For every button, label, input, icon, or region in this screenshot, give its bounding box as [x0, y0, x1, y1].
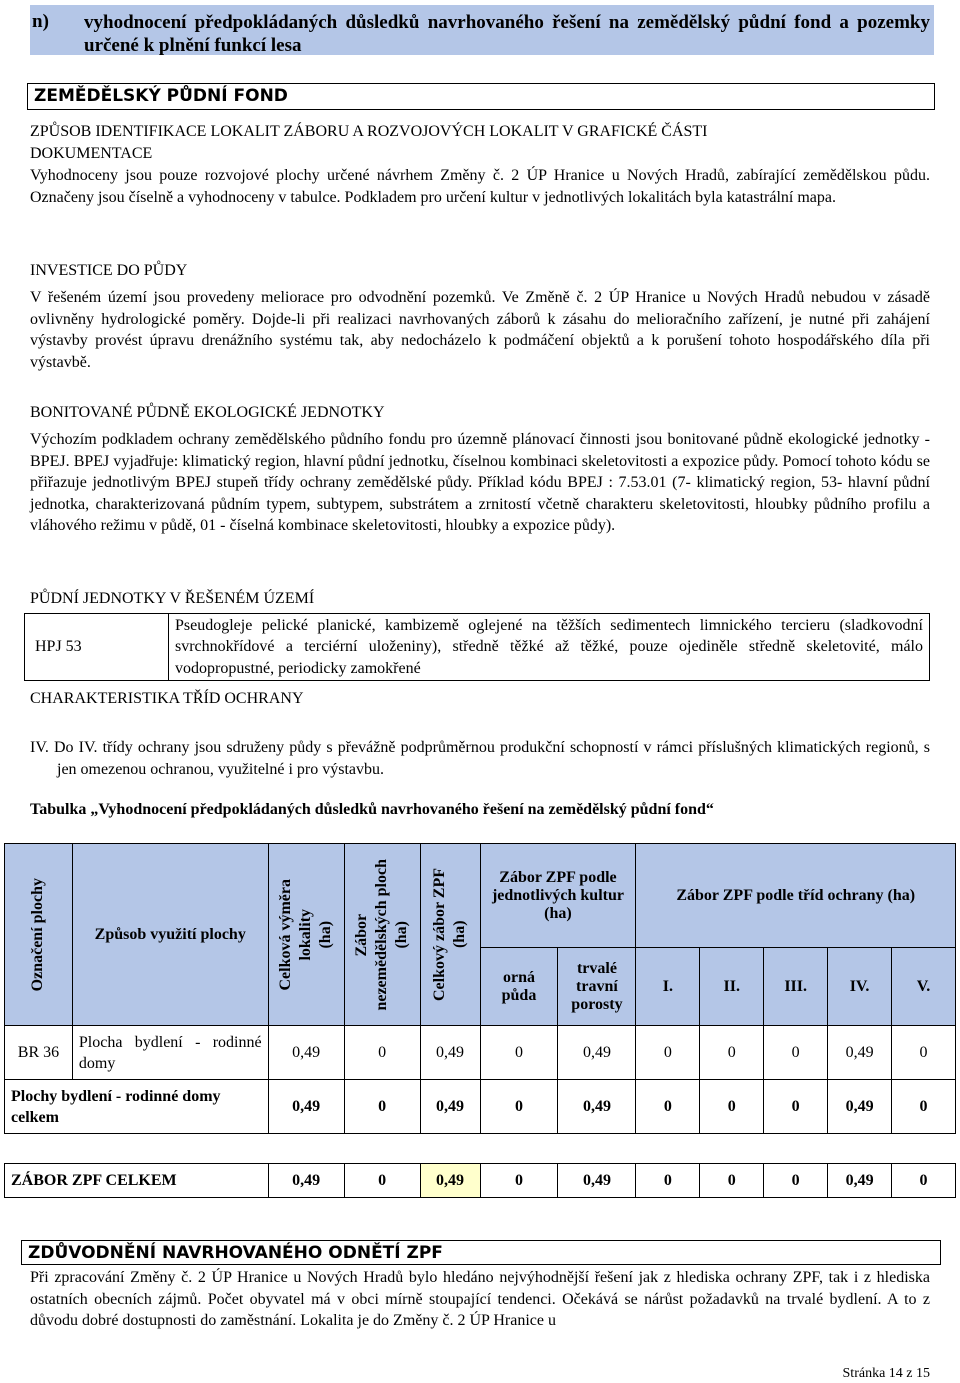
- header-celkovy-zabor: Celkový zábor ZPF (ha): [420, 844, 480, 1026]
- trid-text: IV. Do IV. třídy ochrany jsou sdruženy půdy s převážně podprůměrnou produkční schopností v rámci příslušných klimatických regionů, s jen omezenou ochranou, využitelné i pro výstavbu.: [30, 739, 930, 778]
- row-cell: 0,49: [828, 1026, 892, 1080]
- header-oznaceni: Označení plochy: [5, 844, 73, 1026]
- total-cell: 0: [764, 1164, 828, 1198]
- row-code: BR 36: [5, 1026, 73, 1080]
- header-trvale: trvalé travní porosty: [558, 948, 636, 1026]
- header-celkova-vymera: Celková výměra lokality (ha): [268, 844, 344, 1026]
- section-letter: n): [32, 11, 49, 32]
- row-use: Plocha bydlení - rodinné domy: [72, 1026, 268, 1080]
- bpej-text: Výchozím podkladem ochrany zemědělského půdního fondu pro územně plánovací činnosti jsou bonitované půdně ekologické jednotky - BPEJ. BPEJ vyjadřuje: klimatický region, hlavní půdní jednotku, číselnou kombinaci skeletovitosti a expozice půdy. Pomocí tohoto kódu se přiřazuje jednotlivým BPEJ stupeň třídy ochrany zemědělské půdy. Příklad kódu BPEJ : 7.53.01 (7- klimatický region, 53- hlavní půdní jednotka, charakterizovaná půdním typem, subtypem, substrátem a zrnitostí včetně charakteru skeletovitosti, hloubky půdního profilu a vláhového režimu v půdě, 01 - číselná kombinace skeletovitosti, hloubky a expozice půdy).: [30, 431, 930, 534]
- total-cell: 0: [480, 1164, 558, 1198]
- header-zabor-nezemedelskych: Zábor nezemědělských ploch (ha): [344, 844, 420, 1026]
- hpj-description: Pseudogleje pelické planické, kambizemě oglejené na těžších sedimentech limnického tercieru (sladkovodní svrchnokřídové a terciérní uloženiny), středně těžké až těžké, pouze ojediněle středně skeletovité, málo vodopropustné, periodicky zamokřené: [169, 614, 930, 681]
- zpf-table: [4, 843, 956, 1198]
- subtotal-cell: 0: [636, 1080, 700, 1134]
- subtotal-cell: 0: [344, 1080, 420, 1134]
- subtotal-cell: 0,49: [268, 1080, 344, 1134]
- total-cell: 0: [344, 1164, 420, 1198]
- header-class-3: III.: [764, 948, 828, 1026]
- header-class-1: I.: [636, 948, 700, 1026]
- identifikace-heading: ZPŮSOB IDENTIFIKACE LOKALIT ZÁBORU A ROZVOJOVÝCH LOKALIT V GRAFICKÉ ČÁSTI DOKUMENTACE: [30, 123, 708, 162]
- total-row: [5, 1164, 956, 1198]
- oduvodneni-heading: ZDŮVODNĚNÍ NAVRHOVANÉHO ODNĚTÍ ZPF: [21, 1240, 941, 1265]
- investice-text: V řešeném území jsou provedeny meliorace pro odvodnění pozemků. Ve Změně č. 2 ÚP Hranice u Nových Hradů nebudou v zásadě ovlivněny hydrologické poměry. Dojde-li při realizaci navrhovaných záborů k zásahu do melioračního zařízení, je nutné při zahájení výstavby provést úpravu drenážního systému tak, aby nedocházelo k podmáčení objektů a k porušení tohoto hospodářského díla při výstavbě.: [30, 289, 930, 371]
- total-cell: 0: [700, 1164, 764, 1198]
- total-cell: 0,49: [558, 1164, 636, 1198]
- header-zpusob: Způsob využití plochy: [72, 844, 268, 1026]
- table-row: [5, 1026, 956, 1080]
- row-cell: 0: [480, 1026, 558, 1080]
- subtotal-cell: 0,49: [828, 1080, 892, 1134]
- subtotal-label: Plochy bydlení - rodinné domy celkem: [5, 1080, 269, 1134]
- table-caption: Tabulka „Vyhodnocení předpokládaných důsledků navrhovaného řešení na zemědělský půdní fond“: [30, 801, 714, 818]
- header-orna: orná půda: [480, 948, 558, 1026]
- subtotal-cell: 0: [764, 1080, 828, 1134]
- row-cell: 0,49: [558, 1026, 636, 1080]
- total-cell: 0: [636, 1164, 700, 1198]
- hpj-code: HPJ 53: [25, 614, 169, 681]
- subtotal-cell: 0: [892, 1080, 956, 1134]
- row-cell: 0: [700, 1026, 764, 1080]
- subtotal-cell: 0: [700, 1080, 764, 1134]
- row-cell: 0: [344, 1026, 420, 1080]
- row-cell: 0: [764, 1026, 828, 1080]
- row-cell: 0,49: [420, 1026, 480, 1080]
- hpj-table: [24, 613, 930, 681]
- subtotal-cell: 0,49: [420, 1080, 480, 1134]
- header-class-5: V.: [892, 948, 956, 1026]
- subtotal-cell: 0,49: [558, 1080, 636, 1134]
- subtotal-cell: 0: [480, 1080, 558, 1134]
- header-kultur-group: Zábor ZPF podle jednotlivých kultur (ha): [480, 844, 636, 948]
- total-cell: 0,49: [268, 1164, 344, 1198]
- pudni-heading: PŮDNÍ JEDNOTKY V ŘEŠENÉM ÚZEMÍ: [30, 590, 315, 607]
- identifikace-text: Vyhodnoceny jsou pouze rozvojové plochy určené návrhem Změny č. 2 ÚP Hranice u Nových Hradů, zabírající zemědělskou půdu. Označeny jsou číselně a vyhodnoceny v tabulce. Podkladem pro určení kultur v jednotlivých lokalitách byla katastrální mapa.: [30, 167, 930, 206]
- section-title: vyhodnocení předpokládaných důsledků navrhovaného řešení na zemědělský půdní fond a pozemky určené k plnění funkcí lesa: [84, 12, 930, 56]
- oduvodneni-text: Při zpracování Změny č. 2 ÚP Hranice u Nových Hradů bylo hledáno nejvýhodnější řešení jak z hlediska ochrany ZPF, tak i z hlediska ostatních obecních zájmů. Počet obyvatel má v obci mírně stoupající tendenci. Očekává se nárůst požadavků na trvalé bydlení. A to z důvodu dobré dostupnosti do zaměstnání. Lokalita je do Změny č. 2 ÚP Hranice u: [30, 1269, 930, 1329]
- row-cell: 0,49: [268, 1026, 344, 1080]
- row-cell: 0: [892, 1026, 956, 1080]
- row-cell: 0: [636, 1026, 700, 1080]
- subtotal-row: [5, 1080, 956, 1134]
- section-header: [30, 5, 934, 55]
- header-class-4: IV.: [828, 948, 892, 1026]
- header-trid-group: Zábor ZPF podle tříd ochrany (ha): [636, 844, 956, 948]
- investice-heading: INVESTICE DO PŮDY: [30, 262, 188, 279]
- zpf-heading: ZEMĚDĚLSKÝ PŮDNÍ FOND: [27, 83, 935, 110]
- page-number: Stránka 14 z 15: [842, 1366, 930, 1381]
- total-label: ZÁBOR ZPF CELKEM: [5, 1164, 269, 1198]
- bpej-heading: BONITOVANÉ PŮDNĚ EKOLOGICKÉ JEDNOTKY: [30, 404, 385, 421]
- trid-heading: CHARAKTERISTIKA TŘÍD OCHRANY: [30, 690, 304, 707]
- total-cell: 0: [892, 1164, 956, 1198]
- total-cell: 0,49: [828, 1164, 892, 1198]
- total-cell-highlight: 0,49: [420, 1164, 480, 1198]
- header-class-2: II.: [700, 948, 764, 1026]
